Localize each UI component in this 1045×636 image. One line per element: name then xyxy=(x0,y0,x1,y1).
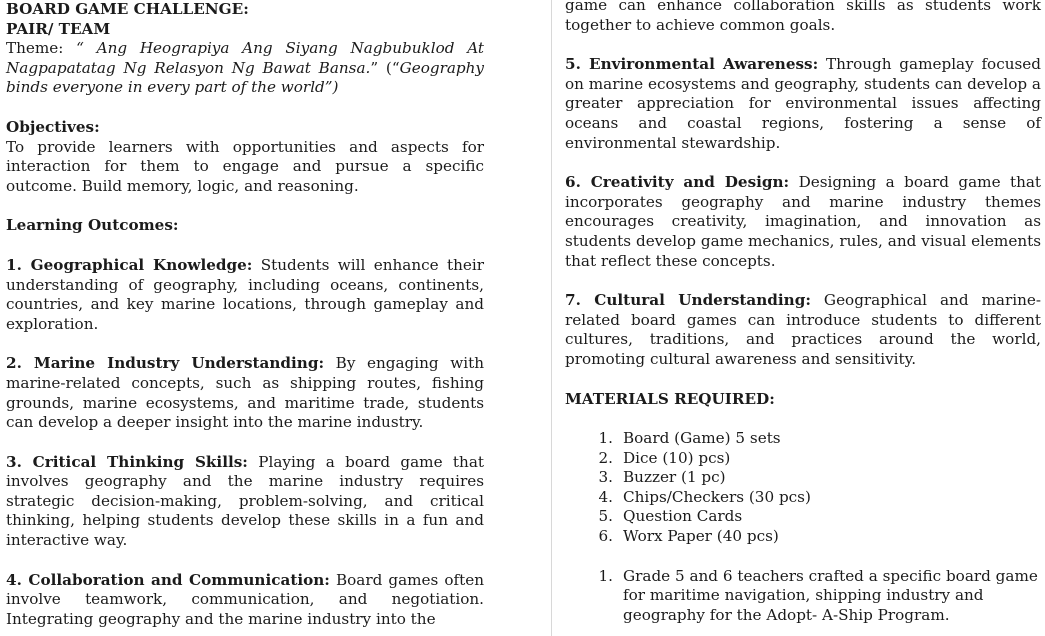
materials-item xyxy=(585,429,1041,449)
materials-item xyxy=(585,449,1041,469)
learning-outcomes-heading: Learning Outcomes: xyxy=(6,216,179,235)
item-number: 1. xyxy=(598,566,613,585)
outcome-item xyxy=(6,354,484,432)
theme-tagalog: “ Ang Heograpiya Ang Siyang Nagbubuklod At Nagpapatatag Ng Relasyon Ng Bawat Bansa. xyxy=(6,39,485,77)
outcome-item xyxy=(565,173,1041,271)
item-text: Buzzer (1 pc) xyxy=(623,468,726,487)
objectives-heading: Objectives: xyxy=(6,117,100,136)
item-number: 3. xyxy=(598,468,613,487)
materials-item xyxy=(585,488,1041,508)
item-number: 4. xyxy=(598,487,613,506)
outcome-text: Geographical and marine-related board games can introduce students to different cultures, traditions, and practices around the world, promoting cultural awareness and sensitivity. xyxy=(565,291,1041,368)
outcome-item xyxy=(6,453,484,551)
outcome-item xyxy=(565,55,1041,153)
item-number: 2. xyxy=(598,448,613,467)
outcome-text: Through gameplay focused on marine ecosystems and geography, students can develop a greater appreciation for environmental issues affecting oceans and coastal regions, fostering a sense of environmental stewardship. xyxy=(565,55,1041,152)
outcome-title: 2. Marine Industry Understanding: xyxy=(6,354,325,373)
item-number: 1. xyxy=(598,429,613,448)
objectives-text: To provide learners with opportunities and aspects for interaction for them to engage and pursue a specific outcome. Build memory, logic, and reasoning. xyxy=(6,137,484,195)
outcome-title: 4. Collaboration and Communication: xyxy=(6,570,330,589)
outcome-text: Board games often involve teamwork, communication, and negotiation. Integrating geography and the marine industry into the xyxy=(6,570,484,628)
notes-item xyxy=(585,567,1041,626)
materials-heading: MATERIALS REQUIRED: xyxy=(565,389,775,408)
theme-paragraph xyxy=(6,39,484,98)
outcome-text: Students will enhance their understanding of geography, including oceans, continents, countries, and key marine locations, through gameplay and exploration. xyxy=(6,255,484,333)
outcome-title: 1. Geographical Knowledge: xyxy=(6,255,253,274)
theme-quote-mid: ” (“ xyxy=(370,58,400,77)
notes-list xyxy=(585,567,1041,626)
outcome-text: By engaging with marine-related concepts, such as shipping routes, fishing grounds, marine ecosystems, and maritime trade, students can develop a deeper insight into the marine industry. xyxy=(6,354,484,432)
outcome-title: 3. Critical Thinking Skills: xyxy=(6,452,248,471)
materials-list xyxy=(585,429,1041,547)
item-number: 5. xyxy=(598,507,613,526)
outcome-title: 5. Environmental Awareness: xyxy=(565,55,819,74)
materials-item xyxy=(585,527,1041,547)
item-text: Board (Game) 5 sets xyxy=(623,429,781,448)
theme-label: Theme: xyxy=(6,39,77,58)
outcome-item xyxy=(6,256,484,334)
page-divider xyxy=(551,0,552,636)
materials-item xyxy=(585,468,1041,488)
outcome-item xyxy=(565,291,1041,369)
materials-item xyxy=(585,507,1041,527)
item-number: 6. xyxy=(598,527,613,546)
outcome-text: Playing a board game that involves geography and the marine industry requires strategic decision-making, problem-solving, and critical thinking, helping students develop these skills in a fun and interactive way. xyxy=(6,452,484,550)
left-column xyxy=(6,0,484,629)
theme-english: Geography binds everyone in every part of the world”) xyxy=(6,58,484,97)
outcome-text: Designing a board game that incorporates geography and marine industry themes encourages creativity, imagination, and innovation as students develop game mechanics, rules, and visual elements that reflect these concepts. xyxy=(565,173,1042,270)
title-line-1: BOARD GAME CHALLENGE: xyxy=(6,0,249,18)
right-column xyxy=(565,0,1041,625)
outcome-title: 7. Cultural Understanding: xyxy=(565,291,811,310)
item-text: Chips/Checkers (30 pcs) xyxy=(623,487,811,506)
item-text: Dice (10) pcs) xyxy=(623,448,731,467)
item-text: Grade 5 and 6 teachers crafted a specific board game for maritime navigation, shipping industry and geography for the Adopt- A-Ship Program. xyxy=(623,566,1038,624)
item-text: Question Cards xyxy=(623,507,743,526)
continuation-text: game can enhance collaboration skills as students work together to achieve common goals. xyxy=(565,0,1041,34)
outcome-title: 6. Creativity and Design: xyxy=(565,173,790,192)
outcome-item xyxy=(6,571,484,630)
title-line-2: PAIR/ TEAM xyxy=(6,19,111,38)
item-text: Worx Paper (40 pcs) xyxy=(623,527,779,546)
